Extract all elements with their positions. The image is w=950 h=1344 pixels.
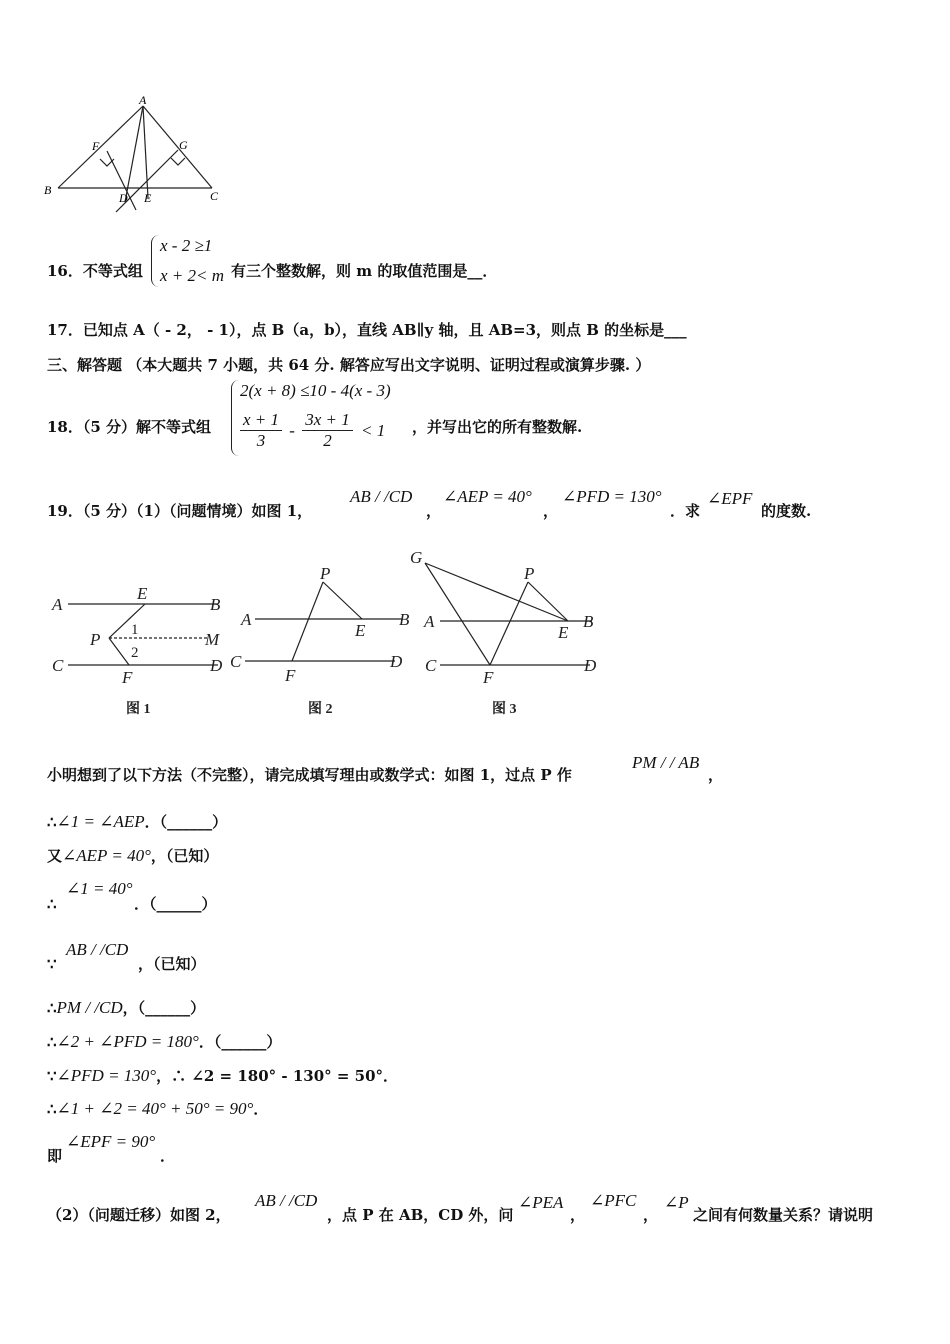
fig1-label-1: 1 — [131, 622, 139, 638]
q19-ask: ．求 — [670, 502, 701, 520]
q19b-number: （2）（问题迁移）如图 2， — [47, 1206, 231, 1224]
fig3-label-A: A — [424, 612, 435, 631]
step-9-math: ∠EPF = 90° — [66, 1132, 156, 1151]
step-6 — [47, 1032, 281, 1052]
fig1-label-D: D — [210, 656, 223, 675]
fig3-label-G: G — [410, 548, 423, 567]
q18-number: 18．（5 分）解不等式组 — [47, 418, 212, 436]
q18-frac-1-num: x + 1 — [240, 410, 282, 431]
fig15-label-E: E — [144, 191, 152, 205]
q18-ineq-1: 2(x + 8) ≤10 - 4(x - 3) — [240, 381, 391, 400]
fig2-label-D: D — [390, 652, 403, 671]
q19b-cond: AB / /CD — [255, 1191, 318, 1210]
q19-tail: 的度数. — [761, 502, 812, 520]
q19b-sep-1: ， — [570, 1206, 586, 1224]
fig3-label-C: C — [425, 656, 437, 675]
step-5-math: PM / /CD — [56, 998, 123, 1017]
step-9-post: ． — [160, 1147, 176, 1165]
q16-ineq-1: x - 2 ≥1 — [160, 236, 213, 255]
q16-text: 有三个整数解，则 m 的取值范围是__． — [231, 262, 498, 280]
q19-sep-2: ， — [543, 502, 559, 520]
step-3-pre: ∴ — [47, 895, 57, 913]
fig2-caption: 图 2 — [308, 702, 333, 717]
step-8-post: ． — [253, 1100, 269, 1118]
step-7-pre: ∵ — [47, 1067, 57, 1085]
q19b-mid: ，点 P 在 AB，CD 外，问 — [327, 1206, 514, 1224]
step-7-post: ，∴ ∠2 = 180° - 130° = 50°． — [156, 1067, 399, 1085]
q18-frac-1 — [240, 410, 282, 451]
q19-target: ∠EPF — [707, 489, 753, 508]
q16-number: 16．不等式组 — [47, 262, 143, 280]
xiaoming-pm: PM / / AB — [632, 753, 700, 772]
xiaoming-text: 小明想到了以下方法（不完整），请完成填写理由或数学式：如图 1，过点 P 作 — [47, 766, 572, 784]
q19-cond-3: ∠PFD = 130° — [562, 487, 662, 506]
fig1-label-F: F — [122, 668, 133, 687]
step-3-math: ∠1 = 40° — [66, 879, 133, 898]
q18-brace — [231, 380, 240, 456]
q18-lt: < 1 — [360, 420, 386, 440]
fig3-label-F: F — [483, 668, 494, 687]
step-2-math: ∠AEP = 40° — [62, 846, 151, 865]
figures-q19 — [40, 545, 620, 725]
q19-cond-1: AB / /CD — [350, 487, 413, 506]
q18-ineq-2 — [240, 410, 385, 451]
step-1 — [47, 812, 227, 832]
q18-frac-1-den: 3 — [256, 431, 266, 450]
fig3-label-E: E — [558, 623, 569, 642]
fig2-label-A: A — [241, 610, 252, 629]
fig1-label-2: 2 — [131, 645, 139, 661]
q19-sep-1: ， — [426, 502, 442, 520]
fig3-label-D: D — [584, 656, 597, 675]
q19b-angle-2: ∠PFC — [590, 1191, 637, 1210]
q18-frac-2-den: 2 — [323, 431, 332, 450]
q19b-sep-2: ， — [643, 1206, 659, 1224]
q18-minus: - — [289, 420, 295, 440]
step-4-post: ，（已知） — [138, 955, 206, 973]
triangle-figure-q15 — [40, 92, 230, 217]
q19-number: 19．（5 分）（1）（问题情境）如图 1， — [47, 502, 313, 520]
step-9-pre: 即 — [47, 1147, 63, 1165]
fig2-label-P: P — [320, 564, 331, 583]
step-1-pre: ∴ — [47, 813, 57, 831]
q18-frac-2 — [302, 410, 353, 451]
q19-cond-2: ∠AEP = 40° — [443, 487, 532, 506]
fig3-label-B: B — [583, 612, 594, 631]
step-8-math: ∠1 + ∠2 = 40° + 50° = 90° — [56, 1099, 254, 1118]
fig15-label-B: B — [44, 183, 52, 197]
step-7-math: ∠PFD = 130° — [56, 1066, 157, 1085]
step-5 — [47, 998, 205, 1018]
q16-brace — [151, 235, 160, 287]
step-2 — [47, 846, 218, 866]
step-1-post: ．（______） — [144, 813, 228, 831]
fig15-label-C: C — [210, 189, 219, 203]
fig2-label-B: B — [399, 610, 410, 629]
step-4-pre: ∵ — [47, 955, 57, 973]
fig1-label-P: P — [90, 630, 101, 649]
step-5-pre: ∴ — [47, 999, 57, 1017]
fig1-caption: 图 1 — [126, 702, 151, 717]
fig15-label-G: G — [179, 138, 188, 152]
step-6-post: ．（______） — [198, 1033, 282, 1051]
step-3-post: ．（______） — [134, 895, 217, 913]
step-8 — [47, 1099, 268, 1119]
q18-text: ，并写出它的所有整数解. — [412, 418, 583, 436]
fig3-label-P: P — [524, 564, 535, 583]
fig2-label-C: C — [230, 652, 242, 671]
step-4-math: AB / /CD — [66, 940, 129, 959]
fig1-label-A: A — [52, 595, 63, 614]
q19b-angle-1: ∠PEA — [518, 1193, 564, 1212]
xiaoming-comma: ， — [708, 766, 724, 784]
step-8-pre: ∴ — [47, 1100, 57, 1118]
step-7 — [47, 1066, 398, 1086]
fig15-label-A: A — [139, 93, 147, 107]
q19b-angle-3: ∠P — [664, 1193, 689, 1212]
q16-ineq-2: x + 2< m — [160, 266, 225, 285]
fig2-label-E: E — [355, 621, 366, 640]
step-6-math: ∠2 + ∠PFD = 180° — [56, 1032, 199, 1051]
fig1-label-E: E — [137, 584, 148, 603]
step-6-pre: ∴ — [47, 1033, 57, 1051]
fig3-caption: 图 3 — [492, 702, 517, 717]
fig15-label-F: F — [92, 139, 100, 153]
step-5-post: ，（______） — [122, 999, 206, 1017]
q17-text: 17．已知点 A（ - 2， - 1），点 B（a，b），直线 AB∥y 轴，且 AB=3，则点 B 的坐标是___ — [47, 321, 687, 339]
fig1-label-M: M — [205, 630, 220, 649]
step-2-post: ，（已知） — [150, 847, 219, 865]
section3-heading: 三、解答题 （本大题共 7 小题，共 64 分. 解答应写出文字说明、证明过程或演算步骤. ） — [47, 356, 651, 374]
step-1-math: ∠1 = ∠AEP — [56, 812, 145, 831]
fig2-label-F: F — [285, 666, 296, 685]
step-2-pre: 又 — [47, 847, 63, 865]
fig1-label-C: C — [52, 656, 64, 675]
fig1-label-B: B — [210, 595, 221, 614]
q18-frac-2-num: 3x + 1 — [302, 410, 353, 431]
fig15-label-D: D — [119, 191, 128, 205]
q19b-tail: 之间有何数量关系？请说明 — [693, 1206, 874, 1224]
